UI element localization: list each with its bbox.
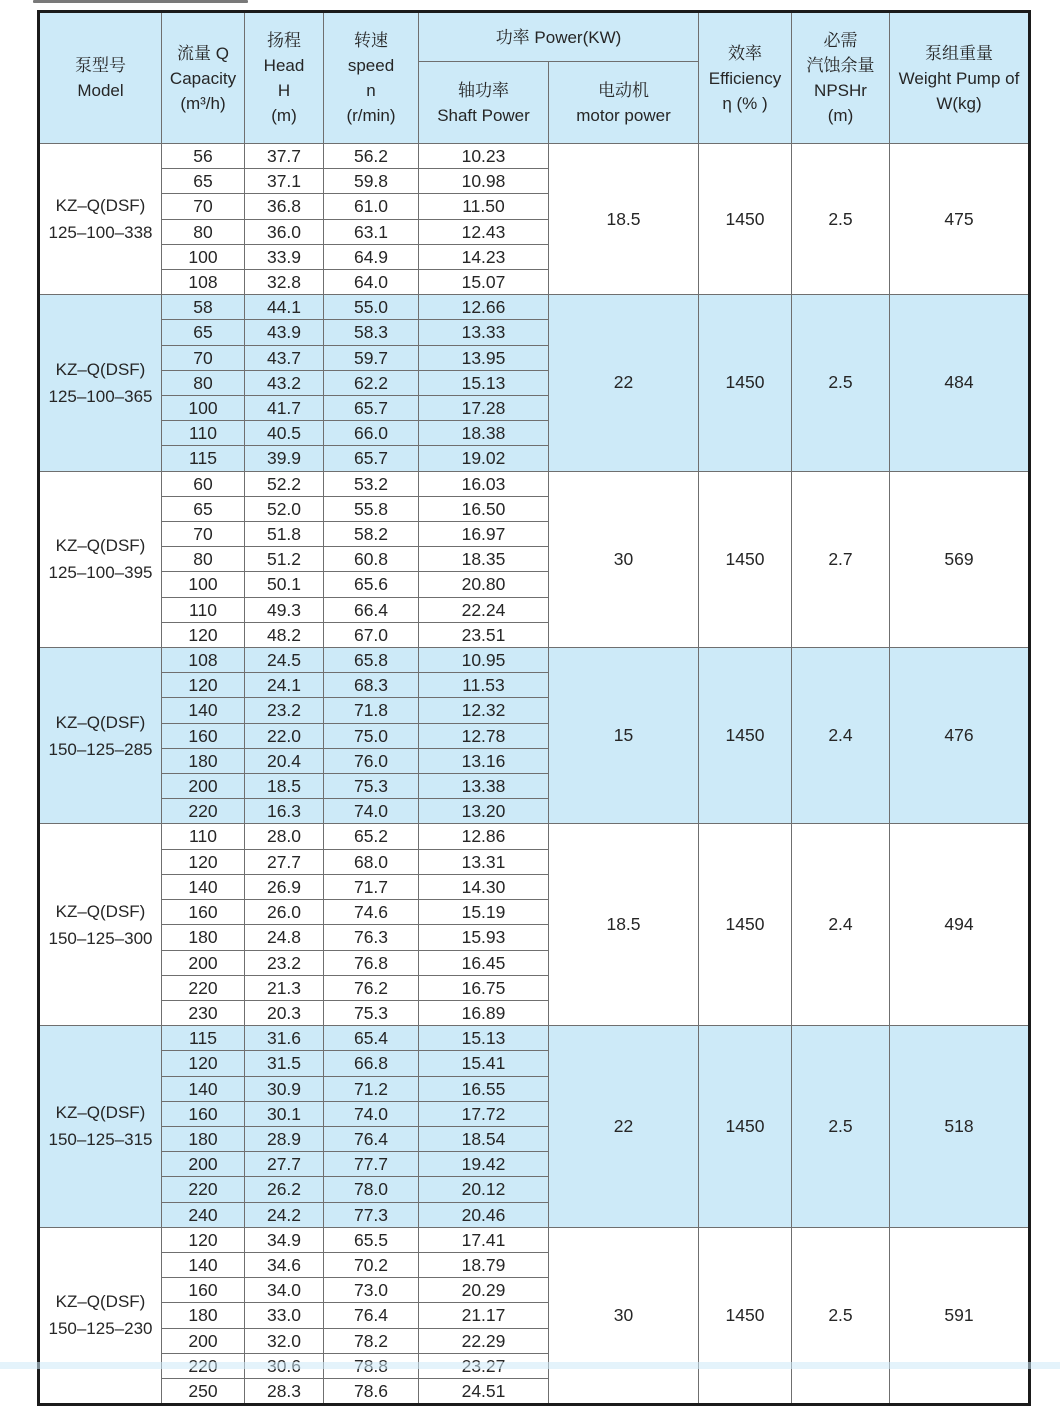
model-line: 125–100–338	[48, 223, 153, 243]
speed-cell: 55.8	[324, 496, 419, 521]
head-cell: 34.9	[245, 1227, 324, 1252]
capacity-cell: 110	[162, 824, 245, 849]
capacity-cell: 110	[162, 597, 245, 622]
shaft-power-cell: 12.32	[419, 698, 549, 723]
npshr-cell: 2.5	[792, 295, 890, 471]
capacity-cell: 250	[162, 1378, 245, 1404]
speed-cell: 61.0	[324, 194, 419, 219]
capacity-cell: 160	[162, 900, 245, 925]
speed-cell: 65.5	[324, 1227, 419, 1252]
capacity-cell: 140	[162, 698, 245, 723]
shaft-power-cell: 16.50	[419, 496, 549, 521]
table-row	[39, 144, 1030, 169]
speed-cell: 53.2	[324, 471, 419, 496]
speed-cell: 76.2	[324, 975, 419, 1000]
header-speed	[324, 12, 419, 144]
head-cell: 43.9	[245, 320, 324, 345]
capacity-cell: 200	[162, 774, 245, 799]
shaft-power-cell: 11.50	[419, 194, 549, 219]
capacity-cell: 240	[162, 1202, 245, 1227]
model-line: 125–100–365	[48, 386, 153, 406]
speed-cell: 66.4	[324, 597, 419, 622]
shaft-power-cell: 16.03	[419, 471, 549, 496]
header-weight-line: W(kg)	[936, 93, 982, 113]
speed-cell: 78.2	[324, 1328, 419, 1353]
capacity-cell: 115	[162, 446, 245, 471]
shaft-power-cell: 13.95	[419, 345, 549, 370]
head-cell: 27.7	[245, 1152, 324, 1177]
header-model	[39, 12, 162, 144]
head-cell: 23.2	[245, 950, 324, 975]
model-cell	[39, 295, 162, 471]
header-weight	[890, 12, 1030, 144]
speed-cell: 74.0	[324, 1101, 419, 1126]
efficiency-cell: 1450	[699, 1227, 792, 1404]
capacity-cell: 120	[162, 1051, 245, 1076]
head-cell: 24.5	[245, 648, 324, 673]
head-cell: 27.7	[245, 849, 324, 874]
model-line: KZ–Q(DSF)	[55, 1103, 146, 1123]
header-speed-line: 转速	[354, 31, 388, 50]
shaft-power-cell: 13.38	[419, 774, 549, 799]
npshr-cell: 2.5	[792, 144, 890, 295]
header-motor-power-line: 电动机	[598, 80, 649, 100]
header-speed-line: (r/min)	[346, 106, 396, 125]
bottom-edge-tint	[0, 1362, 1060, 1369]
header-shaft-power-line: 轴功率	[458, 80, 509, 100]
header-capacity-line: (m³/h)	[180, 93, 226, 113]
capacity-cell: 108	[162, 270, 245, 295]
shaft-power-cell: 15.93	[419, 925, 549, 950]
model-cell	[39, 471, 162, 647]
shaft-power-cell: 12.78	[419, 723, 549, 748]
capacity-cell: 60	[162, 471, 245, 496]
speed-cell: 75.0	[324, 723, 419, 748]
capacity-cell: 100	[162, 244, 245, 269]
shaft-power-cell: 17.72	[419, 1101, 549, 1126]
capacity-cell: 180	[162, 1126, 245, 1151]
header-efficiency-line: 效率	[728, 43, 762, 63]
header-head-line: (m)	[271, 106, 297, 125]
shaft-power-cell: 12.43	[419, 219, 549, 244]
head-cell: 39.9	[245, 446, 324, 471]
capacity-cell: 115	[162, 1026, 245, 1051]
head-cell: 23.2	[245, 698, 324, 723]
header-model-line: Model	[77, 81, 124, 100]
table-row	[39, 471, 1030, 496]
efficiency-cell: 1450	[699, 824, 792, 1026]
shaft-power-cell: 12.66	[419, 295, 549, 320]
shaft-power-cell: 24.51	[419, 1378, 549, 1404]
header-npshr-line: 汽蚀余量	[806, 56, 875, 75]
efficiency-cell: 1450	[699, 1026, 792, 1228]
speed-cell: 65.4	[324, 1026, 419, 1051]
shaft-power-cell: 15.13	[419, 1026, 549, 1051]
model-cell	[39, 1227, 162, 1404]
npshr-cell: 2.5	[792, 1227, 890, 1404]
speed-cell: 78.0	[324, 1177, 419, 1202]
model-cell	[39, 648, 162, 824]
speed-cell: 63.1	[324, 219, 419, 244]
head-cell: 32.8	[245, 270, 324, 295]
head-cell: 43.7	[245, 345, 324, 370]
header-weight-line: Weight Pump of	[898, 68, 1020, 88]
header-motor-power-line: motor power	[576, 105, 671, 125]
head-cell: 16.3	[245, 799, 324, 824]
speed-cell: 71.7	[324, 874, 419, 899]
shaft-power-cell: 10.95	[419, 648, 549, 673]
head-cell: 28.9	[245, 1126, 324, 1151]
model-cell	[39, 824, 162, 1026]
efficiency-cell: 1450	[699, 144, 792, 295]
weight-cell: 475	[890, 144, 1030, 295]
shaft-power-cell: 22.29	[419, 1328, 549, 1353]
header-head-line: H	[277, 81, 291, 100]
table-row	[39, 1227, 1030, 1252]
shaft-power-cell: 21.17	[419, 1303, 549, 1328]
capacity-cell: 58	[162, 295, 245, 320]
speed-cell: 75.3	[324, 1000, 419, 1025]
head-cell: 18.5	[245, 774, 324, 799]
shaft-power-cell: 13.20	[419, 799, 549, 824]
capacity-cell: 230	[162, 1000, 245, 1025]
model-line: KZ–Q(DSF)	[55, 196, 146, 216]
speed-cell: 58.2	[324, 522, 419, 547]
capacity-cell: 120	[162, 1227, 245, 1252]
head-cell: 31.5	[245, 1051, 324, 1076]
speed-cell: 65.6	[324, 572, 419, 597]
shaft-power-cell: 16.75	[419, 975, 549, 1000]
header-npshr-line: 必需	[823, 31, 858, 50]
speed-cell: 74.6	[324, 900, 419, 925]
speed-cell: 77.7	[324, 1152, 419, 1177]
head-cell: 41.7	[245, 396, 324, 421]
shaft-power-cell: 18.79	[419, 1252, 549, 1277]
capacity-cell: 200	[162, 950, 245, 975]
header-efficiency-line: η (% )	[722, 93, 768, 113]
speed-cell: 67.0	[324, 622, 419, 647]
shaft-power-cell: 13.33	[419, 320, 549, 345]
capacity-cell: 140	[162, 1076, 245, 1101]
speed-cell: 76.0	[324, 748, 419, 773]
capacity-cell: 180	[162, 748, 245, 773]
header-efficiency	[699, 12, 792, 144]
head-cell: 40.5	[245, 421, 324, 446]
head-cell: 28.3	[245, 1378, 324, 1404]
speed-cell: 66.8	[324, 1051, 419, 1076]
speed-cell: 68.3	[324, 673, 419, 698]
speed-cell: 60.8	[324, 547, 419, 572]
npshr-cell: 2.7	[792, 471, 890, 647]
speed-cell: 59.8	[324, 169, 419, 194]
capacity-cell: 160	[162, 1278, 245, 1303]
capacity-cell: 140	[162, 1252, 245, 1277]
motor-power-cell: 15	[549, 648, 699, 824]
header-npshr	[792, 12, 890, 144]
header-speed-line: speed	[347, 56, 395, 75]
shaft-power-cell: 13.16	[419, 748, 549, 773]
speed-cell: 68.0	[324, 849, 419, 874]
weight-cell: 518	[890, 1026, 1030, 1228]
motor-power-cell: 30	[549, 1227, 699, 1404]
model-line: 125–100–395	[48, 563, 153, 583]
head-cell: 50.1	[245, 572, 324, 597]
speed-cell: 71.2	[324, 1076, 419, 1101]
speed-cell: 59.7	[324, 345, 419, 370]
weight-cell: 476	[890, 648, 1030, 824]
head-cell: 43.2	[245, 370, 324, 395]
header-shaft-power	[419, 62, 549, 144]
speed-cell: 77.3	[324, 1202, 419, 1227]
head-cell: 37.7	[245, 144, 324, 169]
npshr-cell: 2.5	[792, 1026, 890, 1228]
header-model-line: 泵型号	[75, 56, 126, 75]
header-power-line: 功率 Power(KW)	[495, 27, 622, 47]
shaft-power-cell: 12.86	[419, 824, 549, 849]
head-cell: 44.1	[245, 295, 324, 320]
shaft-power-cell: 17.41	[419, 1227, 549, 1252]
capacity-cell: 108	[162, 648, 245, 673]
capacity-cell: 56	[162, 144, 245, 169]
shaft-power-cell: 15.13	[419, 370, 549, 395]
model-line: KZ–Q(DSF)	[55, 536, 146, 556]
capacity-cell: 120	[162, 849, 245, 874]
header-npshr-line: NPSHr	[814, 81, 867, 100]
model-line: KZ–Q(DSF)	[55, 712, 146, 732]
capacity-cell: 80	[162, 547, 245, 572]
speed-cell: 56.2	[324, 144, 419, 169]
speed-cell: 76.4	[324, 1303, 419, 1328]
head-cell: 36.0	[245, 219, 324, 244]
speed-cell: 58.3	[324, 320, 419, 345]
weight-cell: 569	[890, 471, 1030, 647]
capacity-cell: 65	[162, 169, 245, 194]
capacity-cell: 160	[162, 723, 245, 748]
table-row	[39, 1026, 1030, 1051]
head-cell: 24.2	[245, 1202, 324, 1227]
model-line: KZ–Q(DSF)	[55, 1292, 146, 1312]
speed-cell: 64.0	[324, 270, 419, 295]
capacity-cell: 80	[162, 370, 245, 395]
shaft-power-cell: 16.89	[419, 1000, 549, 1025]
head-cell: 26.9	[245, 874, 324, 899]
shaft-power-cell: 20.80	[419, 572, 549, 597]
weight-cell: 494	[890, 824, 1030, 1026]
capacity-cell: 220	[162, 975, 245, 1000]
model-cell	[39, 1026, 162, 1228]
capacity-cell: 200	[162, 1328, 245, 1353]
table-row	[39, 824, 1030, 849]
speed-cell: 65.7	[324, 396, 419, 421]
head-cell: 34.6	[245, 1252, 324, 1277]
motor-power-cell: 22	[549, 1026, 699, 1228]
head-cell: 49.3	[245, 597, 324, 622]
pump-spec-table	[37, 10, 1031, 1406]
speed-cell: 71.8	[324, 698, 419, 723]
model-line: 150–125–285	[48, 739, 153, 759]
head-cell: 31.6	[245, 1026, 324, 1051]
head-cell: 36.8	[245, 194, 324, 219]
model-cell	[39, 144, 162, 295]
weight-cell: 484	[890, 295, 1030, 471]
photo-edge-artifact	[33, 0, 248, 3]
capacity-cell: 120	[162, 622, 245, 647]
shaft-power-cell: 15.19	[419, 900, 549, 925]
head-cell: 26.2	[245, 1177, 324, 1202]
head-cell: 33.0	[245, 1303, 324, 1328]
speed-cell: 76.8	[324, 950, 419, 975]
capacity-cell: 70	[162, 194, 245, 219]
shaft-power-cell: 22.24	[419, 597, 549, 622]
npshr-cell: 2.4	[792, 824, 890, 1026]
weight-cell: 591	[890, 1227, 1030, 1404]
shaft-power-cell: 20.46	[419, 1202, 549, 1227]
speed-cell: 65.2	[324, 824, 419, 849]
shaft-power-cell: 18.38	[419, 421, 549, 446]
capacity-cell: 70	[162, 345, 245, 370]
shaft-power-cell: 10.98	[419, 169, 549, 194]
head-cell: 26.0	[245, 900, 324, 925]
capacity-cell: 160	[162, 1101, 245, 1126]
motor-power-cell: 18.5	[549, 144, 699, 295]
motor-power-cell: 30	[549, 471, 699, 647]
shaft-power-cell: 20.12	[419, 1177, 549, 1202]
capacity-cell: 140	[162, 874, 245, 899]
speed-cell: 73.0	[324, 1278, 419, 1303]
header-capacity	[162, 12, 245, 144]
capacity-cell: 80	[162, 219, 245, 244]
shaft-power-cell: 19.42	[419, 1152, 549, 1177]
speed-cell: 78.6	[324, 1378, 419, 1404]
speed-cell: 65.8	[324, 648, 419, 673]
shaft-power-cell: 17.28	[419, 396, 549, 421]
head-cell: 34.0	[245, 1278, 324, 1303]
speed-cell: 76.3	[324, 925, 419, 950]
motor-power-cell: 22	[549, 295, 699, 471]
header-shaft-power-line: Shaft Power	[437, 105, 530, 125]
header-motor-power	[549, 62, 699, 144]
head-cell: 52.0	[245, 496, 324, 521]
capacity-cell: 65	[162, 320, 245, 345]
head-cell: 24.8	[245, 925, 324, 950]
efficiency-cell: 1450	[699, 648, 792, 824]
capacity-cell: 180	[162, 1303, 245, 1328]
head-cell: 20.3	[245, 1000, 324, 1025]
npshr-cell: 2.4	[792, 648, 890, 824]
model-line: 150–125–315	[48, 1130, 153, 1150]
model-line: KZ–Q(DSF)	[55, 901, 146, 921]
head-cell: 51.8	[245, 522, 324, 547]
header-head-line: Head	[263, 56, 305, 75]
model-line: KZ–Q(DSF)	[55, 359, 146, 379]
head-cell: 33.9	[245, 244, 324, 269]
head-cell: 37.1	[245, 169, 324, 194]
speed-cell: 62.2	[324, 370, 419, 395]
table-row	[39, 295, 1030, 320]
speed-cell: 76.4	[324, 1126, 419, 1151]
header-head-line: 扬程	[267, 31, 301, 50]
shaft-power-cell: 15.07	[419, 270, 549, 295]
capacity-cell: 65	[162, 496, 245, 521]
shaft-power-cell: 16.55	[419, 1076, 549, 1101]
model-line: 150–125–230	[48, 1319, 153, 1339]
header-speed-line: n	[366, 81, 376, 100]
head-cell: 32.0	[245, 1328, 324, 1353]
header-capacity-line: 流量 Q	[177, 43, 229, 63]
speed-cell: 74.0	[324, 799, 419, 824]
speed-cell: 55.0	[324, 295, 419, 320]
capacity-cell: 120	[162, 673, 245, 698]
shaft-power-cell: 11.53	[419, 673, 549, 698]
shaft-power-cell: 19.02	[419, 446, 549, 471]
header-capacity-line: Capacity	[169, 68, 237, 88]
header-head	[245, 12, 324, 144]
capacity-cell: 110	[162, 421, 245, 446]
shaft-power-cell: 14.23	[419, 244, 549, 269]
shaft-power-cell: 16.45	[419, 950, 549, 975]
capacity-cell: 100	[162, 572, 245, 597]
capacity-cell: 200	[162, 1152, 245, 1177]
shaft-power-cell: 15.41	[419, 1051, 549, 1076]
capacity-cell: 180	[162, 925, 245, 950]
speed-cell: 70.2	[324, 1252, 419, 1277]
shaft-power-cell: 18.35	[419, 547, 549, 572]
header-npshr-line: (m)	[827, 106, 854, 125]
head-cell: 24.1	[245, 673, 324, 698]
header-weight-line: 泵组重量	[925, 43, 993, 63]
table-header	[39, 12, 1030, 144]
shaft-power-cell: 20.29	[419, 1278, 549, 1303]
head-cell: 48.2	[245, 622, 324, 647]
motor-power-cell: 18.5	[549, 824, 699, 1026]
head-cell: 30.1	[245, 1101, 324, 1126]
model-line: 150–125–300	[48, 928, 153, 948]
head-cell: 20.4	[245, 748, 324, 773]
table-row	[39, 648, 1030, 673]
efficiency-cell: 1450	[699, 471, 792, 647]
capacity-cell: 220	[162, 799, 245, 824]
header-power	[419, 12, 699, 62]
head-cell: 22.0	[245, 723, 324, 748]
speed-cell: 75.3	[324, 774, 419, 799]
head-cell: 30.9	[245, 1076, 324, 1101]
head-cell: 51.2	[245, 547, 324, 572]
shaft-power-cell: 13.31	[419, 849, 549, 874]
capacity-cell: 70	[162, 522, 245, 547]
table-body	[39, 144, 1030, 1405]
shaft-power-cell: 10.23	[419, 144, 549, 169]
head-cell: 52.2	[245, 471, 324, 496]
header-efficiency-line: Efficiency	[708, 68, 782, 88]
speed-cell: 65.7	[324, 446, 419, 471]
shaft-power-cell: 16.97	[419, 522, 549, 547]
efficiency-cell: 1450	[699, 295, 792, 471]
shaft-power-cell: 23.51	[419, 622, 549, 647]
head-cell: 21.3	[245, 975, 324, 1000]
capacity-cell: 220	[162, 1177, 245, 1202]
capacity-cell: 100	[162, 396, 245, 421]
speed-cell: 66.0	[324, 421, 419, 446]
shaft-power-cell: 18.54	[419, 1126, 549, 1151]
head-cell: 28.0	[245, 824, 324, 849]
speed-cell: 64.9	[324, 244, 419, 269]
shaft-power-cell: 14.30	[419, 874, 549, 899]
